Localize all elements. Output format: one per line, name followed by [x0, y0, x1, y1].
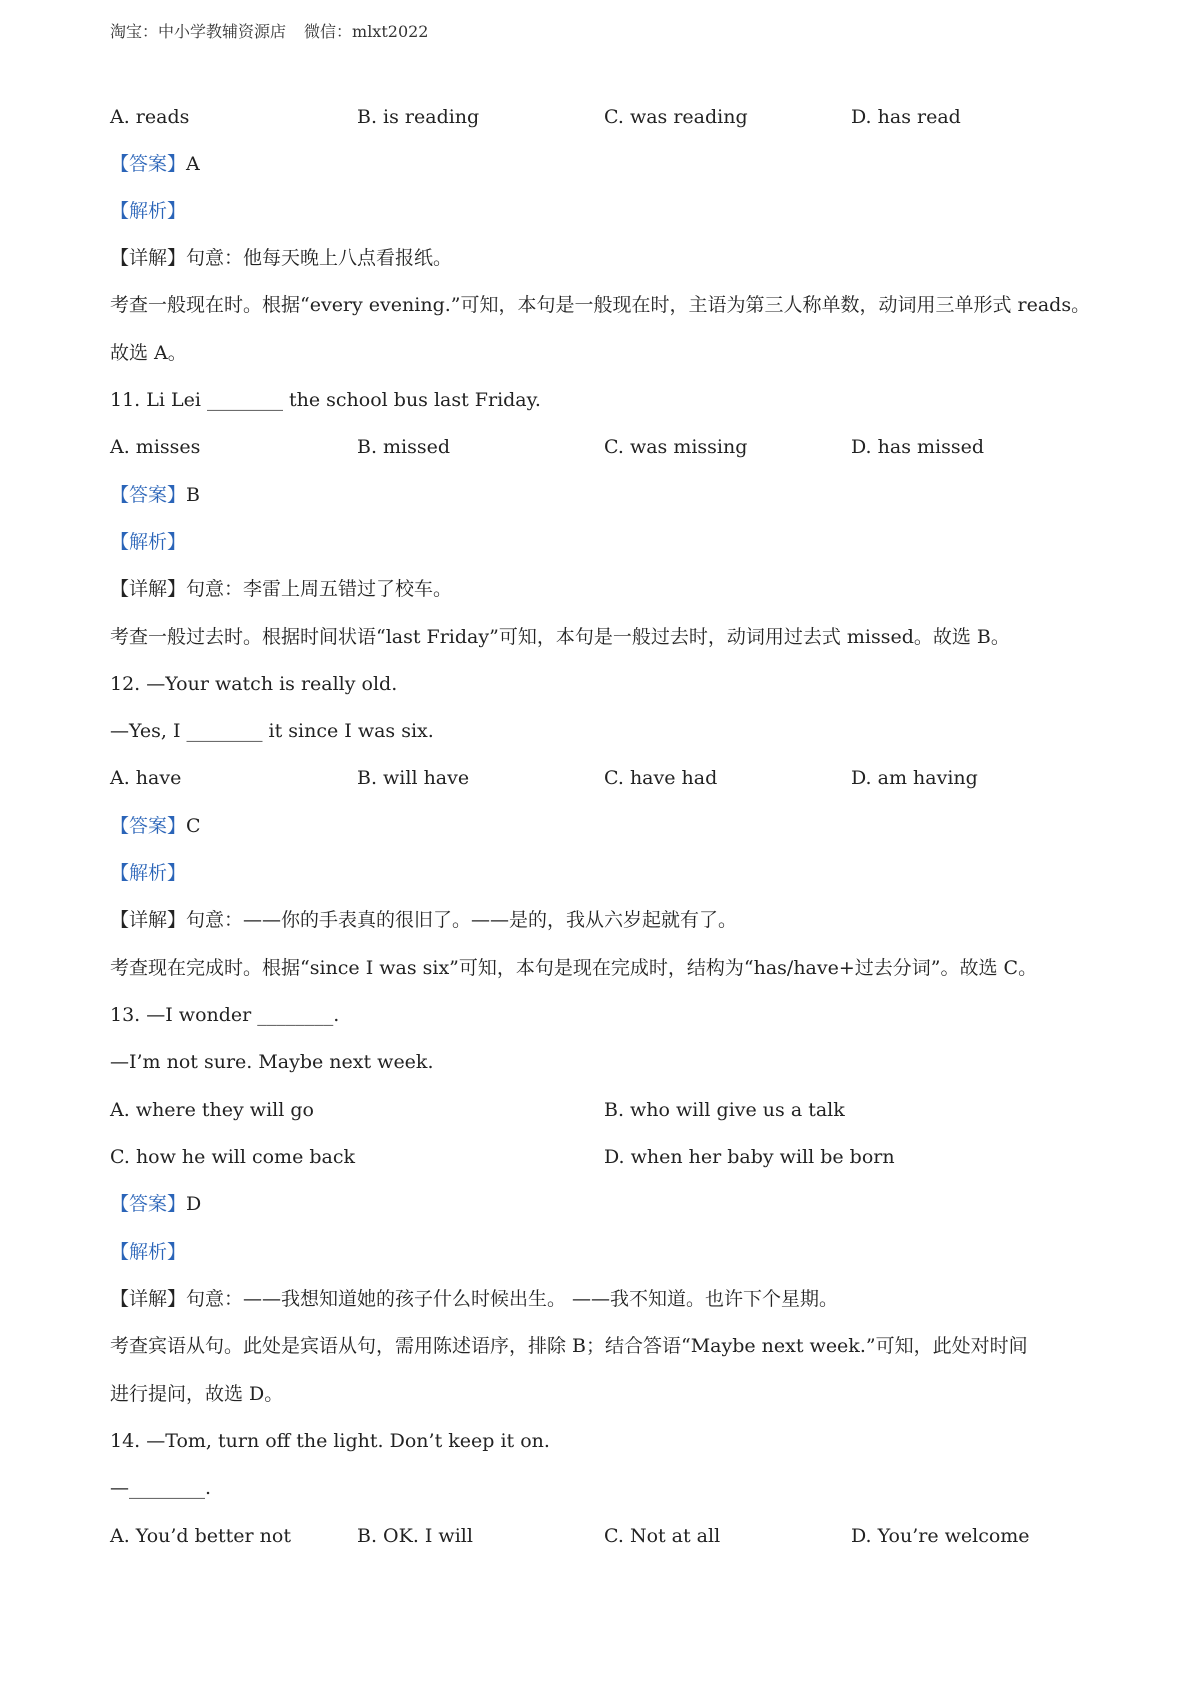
q11-stem: 11. Li Lei ________ the school bus last Friday.	[110, 389, 541, 411]
page-header	[110, 19, 428, 42]
q12-option-d: D. am having	[851, 767, 978, 789]
q14-stem-2: —________.	[110, 1477, 212, 1499]
q14-option-d: D. You’re welcome	[851, 1525, 1030, 1547]
q11-option-c: C. was missing	[604, 436, 748, 458]
q14-stem-1: 14. —Tom, turn off the light. Don’t keep it on.	[110, 1430, 550, 1452]
q11-explain: 考查一般过去时。根据时间状语“last Friday”可知，本句是一般过去时，动词用过去式 missed。故选 B。	[110, 626, 1010, 648]
q11-detail	[110, 577, 452, 601]
q12-detail	[110, 908, 737, 932]
q12-answer	[110, 814, 201, 838]
q10-option-b: B. is reading	[357, 106, 480, 128]
q11-analysis-label: 【解析】	[110, 531, 187, 553]
q10-conclude: 故选 A。	[110, 342, 187, 364]
shop-name: 淘宝：中小学教辅资源店	[110, 22, 287, 41]
q13-analysis-label: 【解析】	[110, 1241, 187, 1263]
q13-explain-1: 考查宾语从句。此处是宾语从句，需用陈述语序，排除 B；结合答语“Maybe next week.”可知，此处对时间	[110, 1335, 1028, 1357]
q10-answer	[110, 152, 200, 176]
wechat-id: 微信：mlxt2022	[304, 22, 429, 41]
q12-stem-2: —Yes, I ________ it since I was six.	[110, 720, 434, 742]
q14-option-a: A. You’d better not	[110, 1525, 291, 1547]
q10-detail	[110, 246, 452, 270]
q11-answer	[110, 483, 200, 507]
answer-value: B	[186, 484, 200, 506]
q13-answer	[110, 1192, 201, 1216]
q14-option-b: B. OK. I will	[357, 1525, 473, 1547]
q10-option-c: C. was reading	[604, 106, 748, 128]
q13-detail	[110, 1287, 838, 1311]
q12-option-c: C. have had	[604, 767, 718, 789]
detail-label: 【详解】	[110, 909, 187, 931]
detail-label: 【详解】	[110, 247, 187, 269]
detail-label: 【详解】	[110, 578, 187, 600]
q10-analysis-label: 【解析】	[110, 200, 187, 222]
q13-option-d: D. when her baby will be born	[604, 1146, 895, 1168]
answer-value: A	[186, 153, 200, 175]
q13-stem-1: 13. —I wonder ________.	[110, 1004, 340, 1026]
q12-option-a: A. have	[110, 767, 182, 789]
detail-text: 句意：——我想知道她的孩子什么时候出生。 ——我不知道。也许下个星期。	[186, 1288, 839, 1310]
answer-label: 【答案】	[110, 815, 187, 837]
q12-option-b: B. will have	[357, 767, 470, 789]
answer-label: 【答案】	[110, 484, 187, 506]
q13-option-c: C. how he will come back	[110, 1146, 355, 1168]
q11-option-a: A. misses	[110, 436, 201, 458]
q10-option-d: D. has read	[851, 106, 961, 128]
q11-option-d: D. has missed	[851, 436, 984, 458]
q13-option-b: B. who will give us a talk	[604, 1099, 845, 1121]
answer-label: 【答案】	[110, 153, 187, 175]
detail-text: 句意：——你的手表真的很旧了。——是的，我从六岁起就有了。	[186, 909, 738, 931]
answer-value: C	[186, 815, 201, 837]
detail-label: 【详解】	[110, 1288, 187, 1310]
q12-analysis-label: 【解析】	[110, 862, 187, 884]
q12-explain: 考查现在完成时。根据“since I was six”可知，本句是现在完成时，结构为“has/have+过去分词”。故选 C。	[110, 957, 1038, 979]
detail-text: 句意：他每天晚上八点看报纸。	[186, 247, 453, 269]
q14-option-c: C. Not at all	[604, 1525, 721, 1547]
q13-stem-2: —I’m not sure. Maybe next week.	[110, 1051, 434, 1073]
q13-explain-2: 进行提问，故选 D。	[110, 1383, 284, 1405]
answer-label: 【答案】	[110, 1193, 187, 1215]
q13-option-a: A. where they will go	[110, 1099, 314, 1121]
q10-option-a: A. reads	[110, 106, 190, 128]
answer-value: D	[186, 1193, 202, 1215]
q10-explain: 考查一般现在时。根据“every evening.”可知，本句是一般现在时，主语为第三人称单数，动词用三单形式 reads。	[110, 294, 1091, 316]
q11-option-b: B. missed	[357, 436, 451, 458]
q12-stem-1: 12. —Your watch is really old.	[110, 673, 398, 695]
detail-text: 句意：李雷上周五错过了校车。	[186, 578, 453, 600]
